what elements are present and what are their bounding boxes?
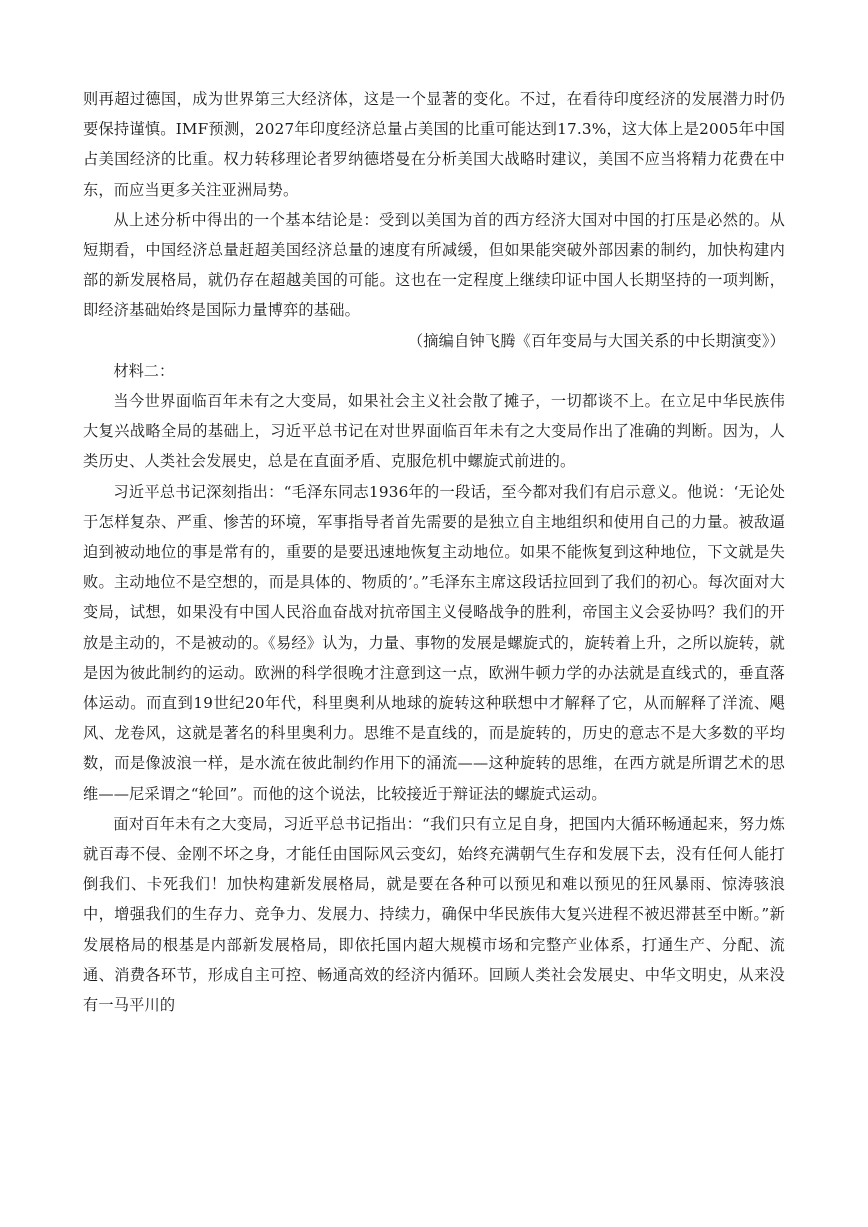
material-2-label: 材料二： — [113, 361, 175, 380]
paragraph-2: 从上述分析中得出的一个基本结论是：受到以美国为首的西方经济大国对中国的打压是必然的。从短期看，中国经济总量赶超美国经济总量的速度有所减缓，但如果能突破外部因素的制约，加快构建内部的新发展格局，就仍存在超越美国的可能。这也在一定程度上继续印证中国人长期坚持的一项判断，即经济基础始终是国际力量博弈的基础。 — [83, 210, 785, 320]
source-citation: （摘编自钟飞腾《百年变局与大国关系的中长期演变》） — [407, 331, 785, 350]
paragraph-1: 则再超过德国，成为世界第三大经济体，这是一个显著的变化。不过，在看待印度经济的发展潜力时仍要保持谨慎。IMF预测，2027年印度经济总量占美国的比重可能达到17.3%，这大体上是2005年中国占美国经济的比重。权力转移理论者罗纳德塔曼在分析美国大战略时建议，美国不应当将精力花费在中东，而应当更多关注亚洲局势。 — [83, 90, 785, 199]
paragraph-5: 面对百年未有之大变局，习近平总书记指出：“我们只有立足自身，把国内大循环畅通起来，努力炼就百毒不侵、金刚不坏之身，才能任由国际风云变幻，始终充满朝气生存和发展下去，没有任何人能打倒我们、卡死我们！加快构建新发展格局，就是要在各种可以预见和难以预见的狂风暴雨、惊涛骇浪中，增强我们的生存力、竞争力、发展力、持续力，确保中华民族伟大复兴进程不被迟滞甚至中断。”新发展格局的根基是内部新发展格局，即依托国内超大规模市场和完整产业体系，打通生产、分配、流通、消费各环节，形成自主可控、畅通高效的经济内循环。回顾人类社会发展史、中华文明史，从来没有一马平川的 — [83, 814, 785, 1015]
document-page — [83, 84, 785, 1020]
paragraph-4: 习近平总书记深刻指出：“毛泽东同志1936年的一段话，至今都对我们有启示意义。他说：‘无论处于怎样复杂、严重、惨苦的环境，军事指导者首先需要的是独立自主地组织和使用自己的力量。被敌逼迫到被动地位的事是常有的，重要的是要迅速地恢复主动地位。如果不能恢复到这种地位，下文就是失败。主动地位不是空想的，而是具体的、物质的’。”毛泽东主席这段话拉回到了我们的初心。每次面对大变局，试想，如果没有中国人民浴血奋战对抗帝国主义侵略战争的胜利，帝国主义会妥协吗？我们的开放是主动的，不是被动的。《易经》认为，力量、事物的发展是螺旋式的，旋转着上升，之所以旋转，就是因为彼此制约的运动。欧洲的科学很晚才注意到这一点，欧洲牛顿力学的办法就是直线式的，垂直落体运动。而直到19世纪20年代，科里奥利从地球的旋转这种联想中才解释了它，从而解释了洋流、飓风、龙卷风，这就是著名的科里奥利力。思维不是直线的，而是旋转的，历史的意志不是大多数的平均数，而是像波浪一样，是水流在彼此制约作用下的涌流——这种旋转的思维，在西方就是所谓艺术的思维——尼采谓之“轮回”。而他的这个说法，比较接近于辩证法的螺旋式运动。 — [83, 482, 785, 803]
paragraph-3: 当今世界面临百年未有之大变局，如果社会主义社会散了摊子，一切都谈不上。在立足中华民族伟大复兴战略全局的基础上，习近平总书记在对世界面临百年未有之大变局作出了准确的判断。因为，人类历史、人类社会发展史，总是在直面矛盾、克服危机中螺旋式前进的。 — [83, 392, 785, 471]
